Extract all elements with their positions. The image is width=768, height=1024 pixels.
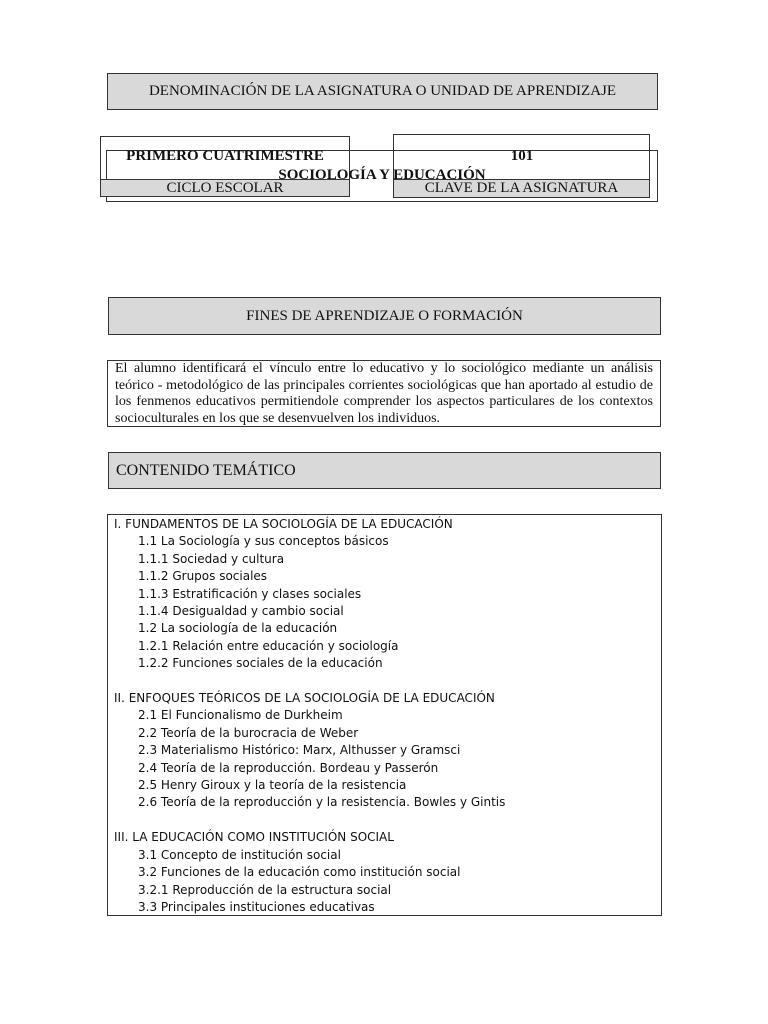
topic-item: 1.1.2 Grupos sociales [138,569,268,584]
subject-key-value: 101 [510,148,534,164]
topic-item: 1.1.4 Desigualdad y cambio social [138,604,344,619]
topic-item: 2.5 Henry Giroux y la teoría de la resistencia [138,778,407,793]
unit-1 [114,516,661,673]
learning-goals-title: FINES DE APRENDIZAJE O FORMACIÓN [246,307,523,324]
unit-title: I. FUNDAMENTOS DE LA SOCIOLOGÍA DE LA EDUCACIÓN [114,517,453,531]
course-denomination-title: DENOMINACIÓN DE LA ASIGNATURA O UNIDAD DE APRENDIZAJE [148,83,617,99]
school-cycle-value: PRIMERO CUATRIMESTRE [126,148,324,164]
unit-3 [114,829,661,916]
topic-item: 3.1 Concepto de institución social [138,847,341,862]
learning-goals-header [108,297,661,335]
topic-item: 1.1.1 Sociedad y cultura [138,551,285,566]
topic-item: 2.2 Teoría de la burocracia de Weber [138,725,359,740]
topic-item: 3.3 Principales instituciones educativas [138,899,375,914]
topic-item: 1.2 La sociología de la educación [138,621,338,636]
topic-item: 2.3 Materialismo Histórico: Marx, Althusser y Gramsci [138,743,461,758]
topic-item: 1.2.2 Funciones sociales de la educación [138,656,383,671]
topic-item: 2.1 El Funcionalismo de Durkheim [138,708,343,723]
unit-title: II. ENFOQUES TEÓRICOS DE LA SOCIOLOGÍA DE LA EDUCACIÓN [114,691,495,706]
subject-key-label-box [393,179,650,198]
topic-item: 1.1 La Sociología y sus conceptos básicos [138,534,389,549]
subject-key-label: CLAVE DE LA ASIGNATURA [424,180,619,196]
topic-item: 1.2.1 Relación entre educación y sociología [138,638,399,653]
school-cycle-label-box [100,179,350,197]
unit-title: III. LA EDUCACIÓN COMO INSTITUCIÓN SOCIAL [114,830,394,845]
thematic-content-title: CONTENIDO TEMÁTICO [116,461,296,479]
unit-2 [114,690,661,812]
learning-goals-text: El alumno identificará el vínculo entre lo educativo y lo sociológico mediante un análisis teórico - metodológico de las principales corrientes sociológicas que han aportado al estudio de los fenmenos educativos permitiendole comprender los aspectos particulares de los contextos socioculturales en los que se desenvuelven los individuos. [107,360,661,427]
thematic-content-header [108,452,661,489]
topic-item: 2.6 Teoría de la reproducción y la resistencia. Bowles y Gintis [138,795,506,810]
thematic-content-list [107,514,662,916]
school-cycle-label: CICLO ESCOLAR [166,179,284,196]
subject-name: SOCIOLOGÍA Y EDUCACIÓN [278,167,486,179]
topic-item: 1.1.3 Estratificación y clases sociales [138,586,362,601]
topic-item: 2.4 Teoría de la reproducción. Bordeau y Passerón [138,760,439,775]
topic-item: 3.2.1 Reproducción de la estructura social [138,882,392,897]
course-denomination-header [107,73,658,110]
topic-item: 3.2 Funciones de la educación como institución social [138,865,461,880]
